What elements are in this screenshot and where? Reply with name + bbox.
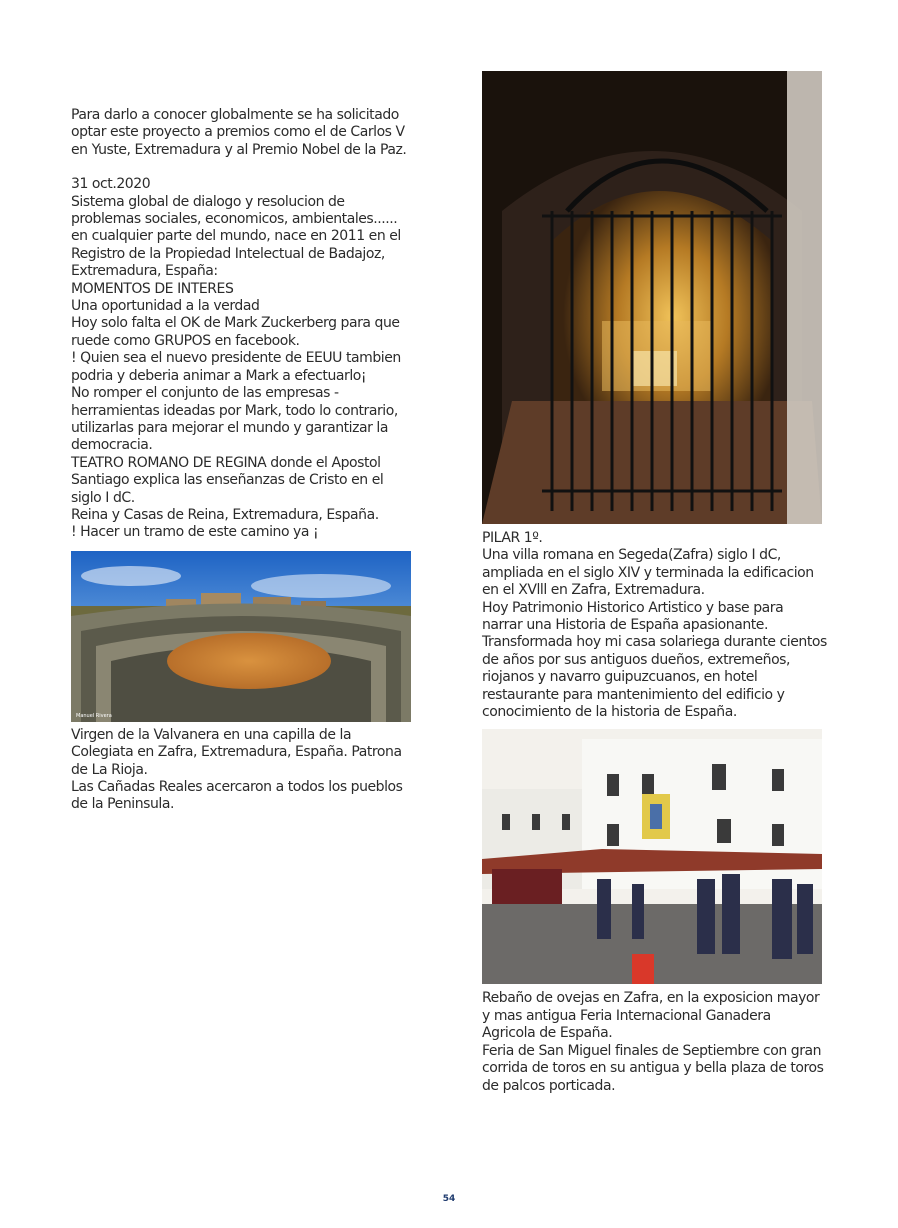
left-column — [71, 107, 416, 814]
photo-credit: Manuel Rivera — [76, 712, 112, 719]
page-number: 54 — [442, 1194, 456, 1204]
text-line: Reina y Casas de Reina, Extremadura, España. — [71, 506, 379, 523]
right-column — [482, 71, 827, 1095]
text-line: TEATRO ROMANO DE REGINA donde el Apostol Santiago explica las enseñanzas de Cristo en el siglo I dC. — [71, 454, 384, 506]
text-line: ! Hacer un tramo de este camino ya ¡ — [71, 524, 319, 541]
left-caption: Virgen de la Valvanera en una capilla de la Colegiata en Zafra, Extremadura, España. Patrona de La Rioja. Las Cañadas Reales acercaron a todos los pueblos de la Peninsula. — [71, 726, 403, 813]
right-caption-2: Rebaño de ovejas en Zafra, en la exposicion mayor y mas antigua Feria Internacional Ganadera Agricola de España. Feria de San Miguel finales de Septiembre con gran corrida de toros en su antigua y bella plaza de toros de palcos porticada. — [482, 990, 824, 1094]
text-line: No romper el conjunto de las empresas - herramientas ideadas por Mark, todo lo contrario, utilizarlas para mejorar el mundo y garantizar la democracia. — [71, 385, 398, 454]
text-line: Una oportunidad a la verdad — [71, 298, 260, 315]
text-line: ! Quien sea el nuevo presidente de EEUU tambien podria y deberia animar a Mark a efectuarlo¡ — [71, 350, 401, 384]
text-line: Hoy solo falta el OK de Mark Zuckerberg para que ruede como GRUPOS en facebook. — [71, 315, 400, 349]
roman-theatre-photo — [71, 551, 411, 722]
chapel-altar-photo — [482, 71, 822, 524]
right-caption-1: PILAR 1º. Una villa romana en Segeda(Zafra) siglo I dC, ampliada en el siglo XIV y terminada la edificacion en el XVlll en Zafra, Extremadura. Hoy Patrimonio Historico Artistico y base para narrar una Historia de España apasionante. Transformada hoy mi casa solariega durante cientos de años por sus antiguos dueños, extremeños, riojanos y navarro guipuzcuanos, en hotel restaurante para mantenimiento del edificio y conocimiento de la historia de España. — [482, 530, 827, 721]
text-line: MOMENTOS DE INTERES — [71, 280, 234, 297]
text-line: Sistema global de dialogo y resolucion de problemas sociales, economicos, ambientales...... en cualquier parte del mundo, nace en 2011 en el Registro de la Propiedad Intelectual de Badajoz, Extremadura, España: — [71, 193, 401, 280]
date-line: 31 oct.2020 — [71, 176, 151, 193]
intro-paragraph: Para darlo a conocer globalmente se ha solicitado optar este proyecto a premios como el de Carlos V en Yuste, Extremadura y al Premio Nobel de la Paz. — [71, 107, 407, 158]
zafra-plaza-photo — [482, 729, 822, 984]
